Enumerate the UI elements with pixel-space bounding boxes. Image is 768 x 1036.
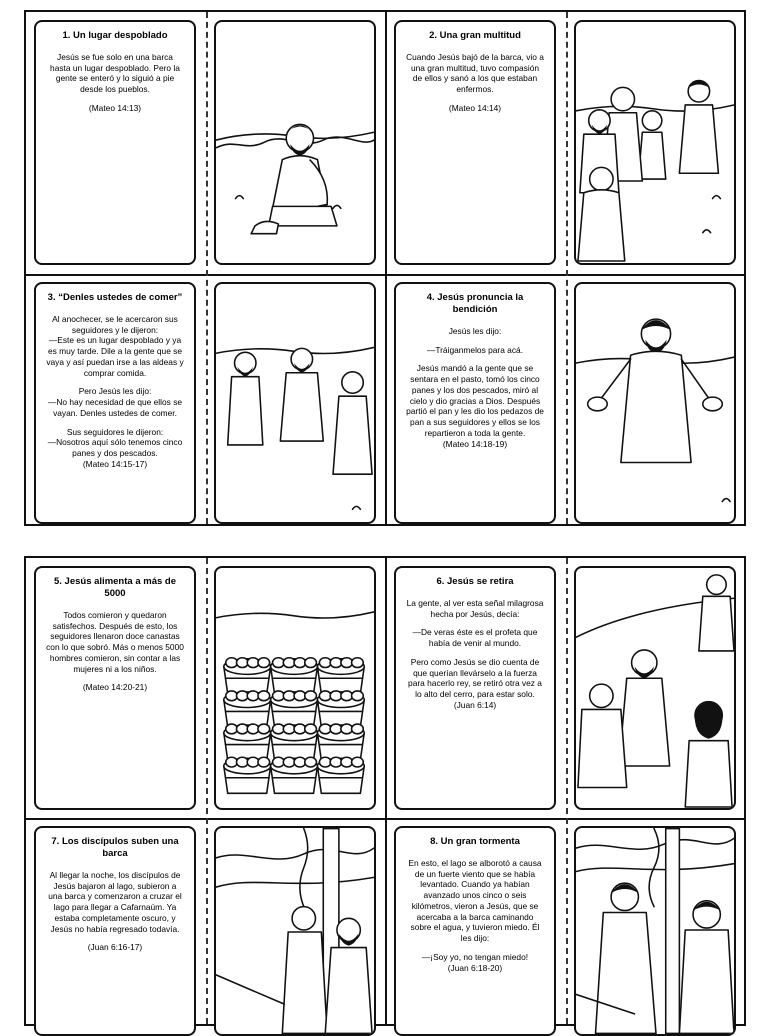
top-sheet: [24, 10, 746, 526]
story-card-2: [394, 20, 556, 265]
card-text: Sus seguidores le dijeron: —Nosotros aquí sólo tenemos cinco panes y dos pescados. (Mateo 14:15-17): [47, 426, 183, 469]
card-text: Pero como Jesús se dio cuenta de que querían llevárselo a la fuerza para hacerlo rey, se retiró otra vez a lo alto del cerro, para estar solo. (Juan 6:14): [408, 656, 542, 710]
card-reference: (Juan 6:16-17): [87, 942, 143, 953]
bottom-sheet: [24, 556, 746, 1026]
jesus-sitting-illustration: [214, 20, 376, 265]
jesus-withdraws-illustration: [574, 566, 736, 810]
crowd-illustration: [574, 20, 736, 265]
storm-illustration: [574, 826, 736, 1036]
card-text: Al anochecer, se le acercaron sus seguidores y le dijeron: —Este es un lugar despoblado y ya es muy tarde. Dile a la gente que se vaya y así puedan irse a las aldeas y comprar comida.: [46, 313, 184, 378]
card-text: Pero Jesús les dijo: —No hay necesidad de que ellos se vayan. Denles ustedes de comer.: [47, 386, 183, 418]
card-text: Cuando Jesús bajó de la barca, vio a una gran multitud, tuvo compasión de ellos y sanó a los que estaban enfermos.: [406, 51, 544, 95]
card-title: 6. Jesús se retira: [436, 576, 514, 587]
fold-line: [566, 558, 568, 1024]
column-divider: [385, 12, 387, 524]
card-reference: (Mateo 14:13): [88, 102, 142, 113]
basket-icon: [224, 724, 271, 760]
twelve-baskets-illustration: [214, 566, 376, 810]
card-reference: (Mateo 14:14): [448, 102, 502, 113]
basket-icon: [317, 658, 364, 694]
card-text: La gente, al ver esta señal milagrosa hecha por Jesús, decía:: [406, 597, 544, 619]
jesus-blessing-illustration: [574, 282, 736, 524]
card-text: Al llegar la noche, los discípulos de Jesús bajaron al lago, subieron a una barca y comenzaron a cruzar el lago para llegar a Cafarnaúm. Ya estaba completamente oscuro, y Jesús no había regresado todavía.: [48, 869, 182, 934]
card-title: 8. Un gran tormenta: [430, 836, 520, 847]
card-text: —De veras éste es el profeta que había de venir al mundo.: [412, 627, 538, 649]
story-card-1: [34, 20, 196, 265]
boat-illustration: [214, 826, 376, 1036]
basket-icon: [317, 724, 364, 760]
story-card-4: [394, 282, 556, 524]
card-text: En esto, el lago se alborotó a causa de un fuerte viento que se había levantado. Cuando ya habían avanzado unos cinco o seis kilómetros, vieron a Jesús, que se acercaba a la barca caminando sobre el agua, y tuvieron miedo. Él les dijo:: [408, 857, 542, 944]
basket-icon: [224, 691, 271, 727]
basket-icon: [271, 658, 318, 694]
story-card-3: [34, 282, 196, 524]
card-title: 4. Jesús pronuncia la bendición: [426, 292, 524, 315]
story-card-6: [394, 566, 556, 810]
basket-icon: [224, 658, 271, 694]
card-title: 7. Los discípulos suben una barca: [51, 836, 179, 859]
fold-line: [206, 12, 208, 524]
fold-line: [566, 12, 568, 524]
basket-icon: [271, 757, 318, 793]
card-text: Todos comieron y quedaron satisfechos. Después de esto, los seguidores llenaron doce canastas con lo que sobró. Más o menos 5000 hombres comieron, sin contar a las mujeres ni a los niños.: [46, 609, 184, 674]
story-card-5: [34, 566, 196, 810]
card-text: —¡Soy yo, no tengan miedo! (Juan 6:18-20): [421, 951, 529, 973]
basket-icon: [317, 757, 364, 793]
story-card-7: [34, 826, 196, 1036]
card-reference: (Mateo 14:20-21): [82, 682, 148, 693]
disciples-talking-illustration: [214, 282, 376, 524]
column-divider: [385, 558, 387, 1024]
card-text: Jesús les dijo:: [448, 325, 502, 336]
card-text: Jesús se fue solo en una barca hasta un lugar despoblado. Pero la gente se enteró y lo siguió a pie desde los pueblos.: [50, 51, 180, 95]
story-card-8: [394, 826, 556, 1036]
card-title: 3. “Denles ustedes de comer”: [47, 292, 183, 303]
card-text: Jesús mandó a la gente que se sentara en el pasto, tomó los cinco panes y los dos pescados, miró al cielo y dio gracias a Dios. Después partió el pan y les dio los pedazos de pan a sus seguidores y ellos se los repartieron a toda la gente. (Mateo 14:18-19): [406, 363, 544, 449]
card-title: 2. Una gran multitud: [429, 30, 521, 41]
basket-icon: [224, 757, 271, 793]
fold-line: [206, 558, 208, 1024]
basket-icon: [271, 691, 318, 727]
card-title: 1. Un lugar despoblado: [62, 30, 168, 41]
card-title: 5. Jesús alimenta a más de 5000: [54, 576, 176, 599]
card-text: —Tráiganmelos para acá.: [426, 344, 524, 355]
basket-icon: [317, 691, 364, 727]
basket-icon: [271, 724, 318, 760]
